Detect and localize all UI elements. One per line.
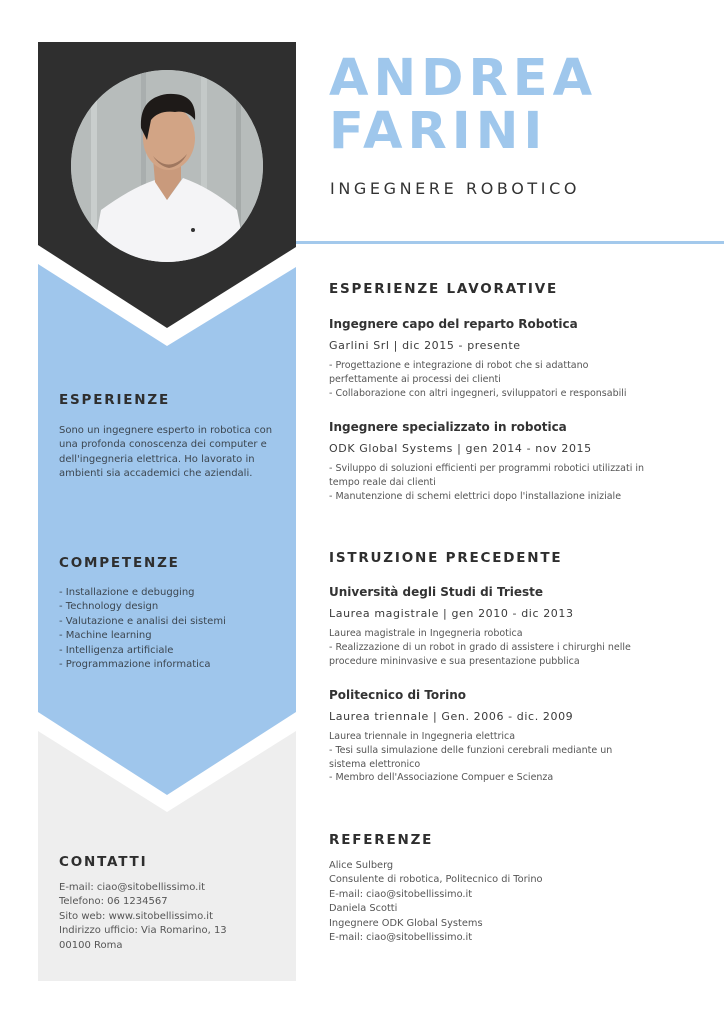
skill-item: - Valutazione e analisi dei sistemi bbox=[59, 615, 226, 627]
job-description bbox=[329, 359, 709, 400]
reference-email[interactable]: E-mail: ciao@sitobellissimo.it bbox=[329, 888, 473, 900]
skill-item: - Intelligenza artificiale bbox=[59, 644, 174, 656]
degree-meta: Laurea magistrale | gen 2010 - dic 2013 bbox=[329, 607, 574, 620]
reference-email[interactable]: E-mail: ciao@sitobellissimo.it bbox=[329, 932, 473, 944]
person-name bbox=[329, 49, 598, 161]
contact-website[interactable]: Sito web: www.sitobellissimo.it bbox=[59, 910, 213, 922]
profile-text: Sono un ingegnere esperto in robotica con una profonda conoscenza dei computer e dell'ingegneria elettrica. Ho lavorato in ambienti sia accademici che aziendali. bbox=[59, 425, 273, 480]
header-divider bbox=[296, 241, 724, 244]
contact-address: Indirizzo ufficio: Via Romarino, 13 bbox=[59, 925, 227, 937]
degree-meta: Laurea triennale | Gen. 2006 - dic. 2009 bbox=[329, 710, 574, 723]
reference-role: Ingegnere ODK Global Systems bbox=[329, 917, 483, 929]
person-portrait-icon bbox=[71, 70, 263, 262]
last-name: FARINI bbox=[329, 102, 548, 161]
contacts-list bbox=[59, 881, 227, 953]
education-description bbox=[329, 730, 709, 785]
school-name: Università degli Studi di Trieste bbox=[329, 585, 544, 599]
skill-item: - Machine learning bbox=[59, 630, 152, 642]
job-role: INGEGNERE ROBOTICO bbox=[330, 179, 581, 198]
education-entry bbox=[329, 585, 709, 668]
edu-desc-line: - Realizzazione di un robot in grado di assistere i chirurghi nelle bbox=[329, 641, 631, 653]
job-desc-line: tempo reale dai clienti bbox=[329, 476, 436, 488]
profile-title: ESPERIENZE bbox=[59, 392, 171, 408]
contact-city: 00100 Roma bbox=[59, 939, 123, 951]
job-desc-line: - Sviluppo di soluzioni efficienti per programmi robotici utilizzati in bbox=[329, 463, 645, 474]
job-desc-line: - Collaborazione con altri ingegneri, sviluppatori e responsabili bbox=[329, 387, 627, 399]
skills-title: COMPETENZE bbox=[59, 555, 180, 571]
reference-name: Alice Sulberg bbox=[329, 860, 394, 871]
education-entry bbox=[329, 688, 709, 785]
job-desc-line: - Progettazione e integrazione di robot che si adattano bbox=[329, 360, 589, 371]
skills-list bbox=[59, 586, 226, 672]
job-description bbox=[329, 462, 709, 503]
edu-desc-line: Laurea magistrale in Ingegneria robotica bbox=[329, 628, 523, 639]
skill-item: - Programmazione informatica bbox=[59, 659, 211, 671]
school-name: Politecnico di Torino bbox=[329, 688, 466, 702]
references-list bbox=[329, 859, 709, 945]
contact-phone[interactable]: Telefono: 06 1234567 bbox=[59, 896, 168, 908]
job-meta: Garlini Srl | dic 2015 - presente bbox=[329, 339, 521, 352]
edu-desc-line: - Tesi sulla simulazione delle funzioni cerebrali mediante un bbox=[329, 744, 613, 756]
reference-name: Daniela Scotti bbox=[329, 903, 398, 915]
job-title: Ingegnere capo del reparto Robotica bbox=[329, 317, 578, 331]
education-title: ISTRUZIONE PRECEDENTE bbox=[329, 550, 563, 566]
skill-item: - Installazione e debugging bbox=[59, 587, 195, 598]
edu-desc-line: procedure mininvasive e sua presentazione pubblica bbox=[329, 655, 580, 667]
skill-item: - Technology design bbox=[59, 601, 159, 613]
edu-desc-line: Laurea triennale in Ingegneria elettrica bbox=[329, 731, 516, 742]
contacts-title: CONTATTI bbox=[59, 854, 148, 870]
profile-photo bbox=[71, 70, 263, 262]
reference-role: Consulente di robotica, Politecnico di Torino bbox=[329, 874, 543, 886]
job-meta: ODK Global Systems | gen 2014 - nov 2015 bbox=[329, 442, 592, 455]
job-title: Ingegnere specializzato in robotica bbox=[329, 420, 567, 434]
education-description bbox=[329, 627, 709, 668]
experience-title: ESPERIENZE LAVORATIVE bbox=[329, 281, 559, 297]
job-desc-line: perfettamente ai processi dei clienti bbox=[329, 373, 501, 385]
job-desc-line: - Manutenzione di schemi elettrici dopo l'installazione iniziale bbox=[329, 490, 622, 502]
job-entry bbox=[329, 420, 709, 503]
edu-desc-line: sistema elettronico bbox=[329, 758, 421, 770]
contact-email[interactable]: E-mail: ciao@sitobellissimo.it bbox=[59, 882, 206, 893]
job-entry bbox=[329, 317, 709, 400]
references-title: REFERENZE bbox=[329, 832, 434, 848]
first-name: ANDREA bbox=[329, 49, 598, 108]
edu-desc-line: - Membro dell'Associazione Compuer e Scienza bbox=[329, 772, 554, 784]
